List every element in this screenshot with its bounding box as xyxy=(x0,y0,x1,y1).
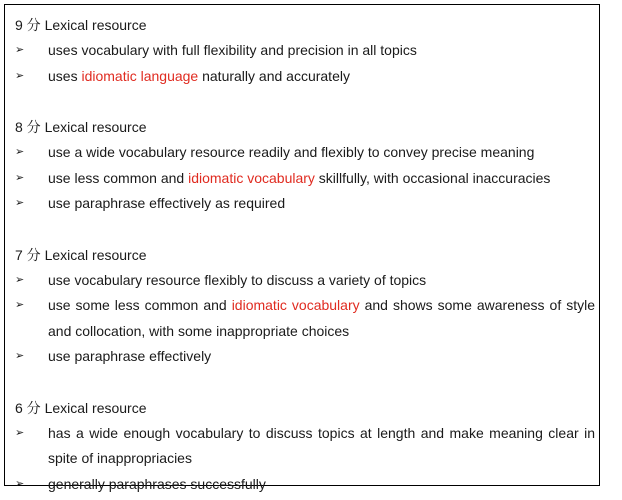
band-8-section xyxy=(15,115,595,217)
descriptor-table-frame xyxy=(4,4,600,492)
highlighted-term: idiomatic language xyxy=(81,67,199,84)
band-8-item-3 xyxy=(15,191,595,217)
band-6-item-1 xyxy=(15,421,595,472)
band-6-title: 6 分 Lexical resource xyxy=(15,399,147,416)
lexical-resource-descriptors xyxy=(15,13,595,497)
band-7-item-2 xyxy=(15,293,595,344)
item-text-after: naturally and accurately xyxy=(198,67,350,84)
item-text-after: and shows some awareness of style and collocation, with some inappropriate choices xyxy=(48,297,595,339)
band-9-section xyxy=(15,13,595,89)
highlighted-term: idiomatic vocabulary xyxy=(231,297,360,313)
band-8-item-2 xyxy=(15,166,595,192)
highlighted-term: idiomatic vocabulary xyxy=(188,169,315,186)
band-7-list xyxy=(15,268,595,370)
arrowhead-bullet-icon: ➢ xyxy=(15,273,25,286)
item-text-after: skillfully, with occasional inaccuracies xyxy=(314,169,551,186)
band-7-title: 7 分 Lexical resource xyxy=(15,246,147,263)
band-7-item-1 xyxy=(15,268,595,294)
band-8-item-1 xyxy=(15,140,595,166)
item-text: generally paraphrases successfully xyxy=(48,475,266,492)
arrowhead-bullet-icon: ➢ xyxy=(15,350,25,362)
item-text: use paraphrase effectively as required xyxy=(48,195,286,211)
item-text: use vocabulary resource flexibly to discuss a variety of topics xyxy=(48,271,427,288)
band-8-list xyxy=(15,140,595,217)
band-8-title: 8 分 Lexical resource xyxy=(15,119,147,135)
band-7-section xyxy=(15,243,595,370)
item-text: use some less common and xyxy=(48,297,232,313)
band-9-title: 9 分 Lexical resource xyxy=(15,17,147,33)
arrowhead-bullet-icon: ➢ xyxy=(15,299,25,311)
item-text: uses vocabulary with full flexibility and precision in all topics xyxy=(48,42,417,58)
band-6-list xyxy=(15,421,595,498)
band-6-section xyxy=(15,396,595,498)
arrowhead-bullet-icon: ➢ xyxy=(15,477,25,490)
arrowhead-bullet-icon: ➢ xyxy=(15,197,25,209)
item-text: use a wide vocabulary resource readily and flexibly to convey precise meaning xyxy=(48,144,535,160)
band-9-list xyxy=(15,38,595,89)
band-9-item-2 xyxy=(15,64,595,90)
arrowhead-bullet-icon: ➢ xyxy=(15,171,25,184)
item-text: has a wide enough vocabulary to discuss topics at length and make meaning clear in spite of inappropriacies xyxy=(48,424,595,466)
arrowhead-bullet-icon: ➢ xyxy=(15,44,25,56)
item-text: use less common and xyxy=(48,169,189,186)
item-text: use paraphrase effectively xyxy=(48,348,212,364)
arrowhead-bullet-icon: ➢ xyxy=(15,69,25,82)
arrowhead-bullet-icon: ➢ xyxy=(15,426,25,439)
arrowhead-bullet-icon: ➢ xyxy=(15,146,25,158)
band-7-item-3 xyxy=(15,344,595,370)
band-9-item-1 xyxy=(15,38,595,64)
band-6-item-2 xyxy=(15,472,595,498)
item-text: uses xyxy=(48,67,82,84)
